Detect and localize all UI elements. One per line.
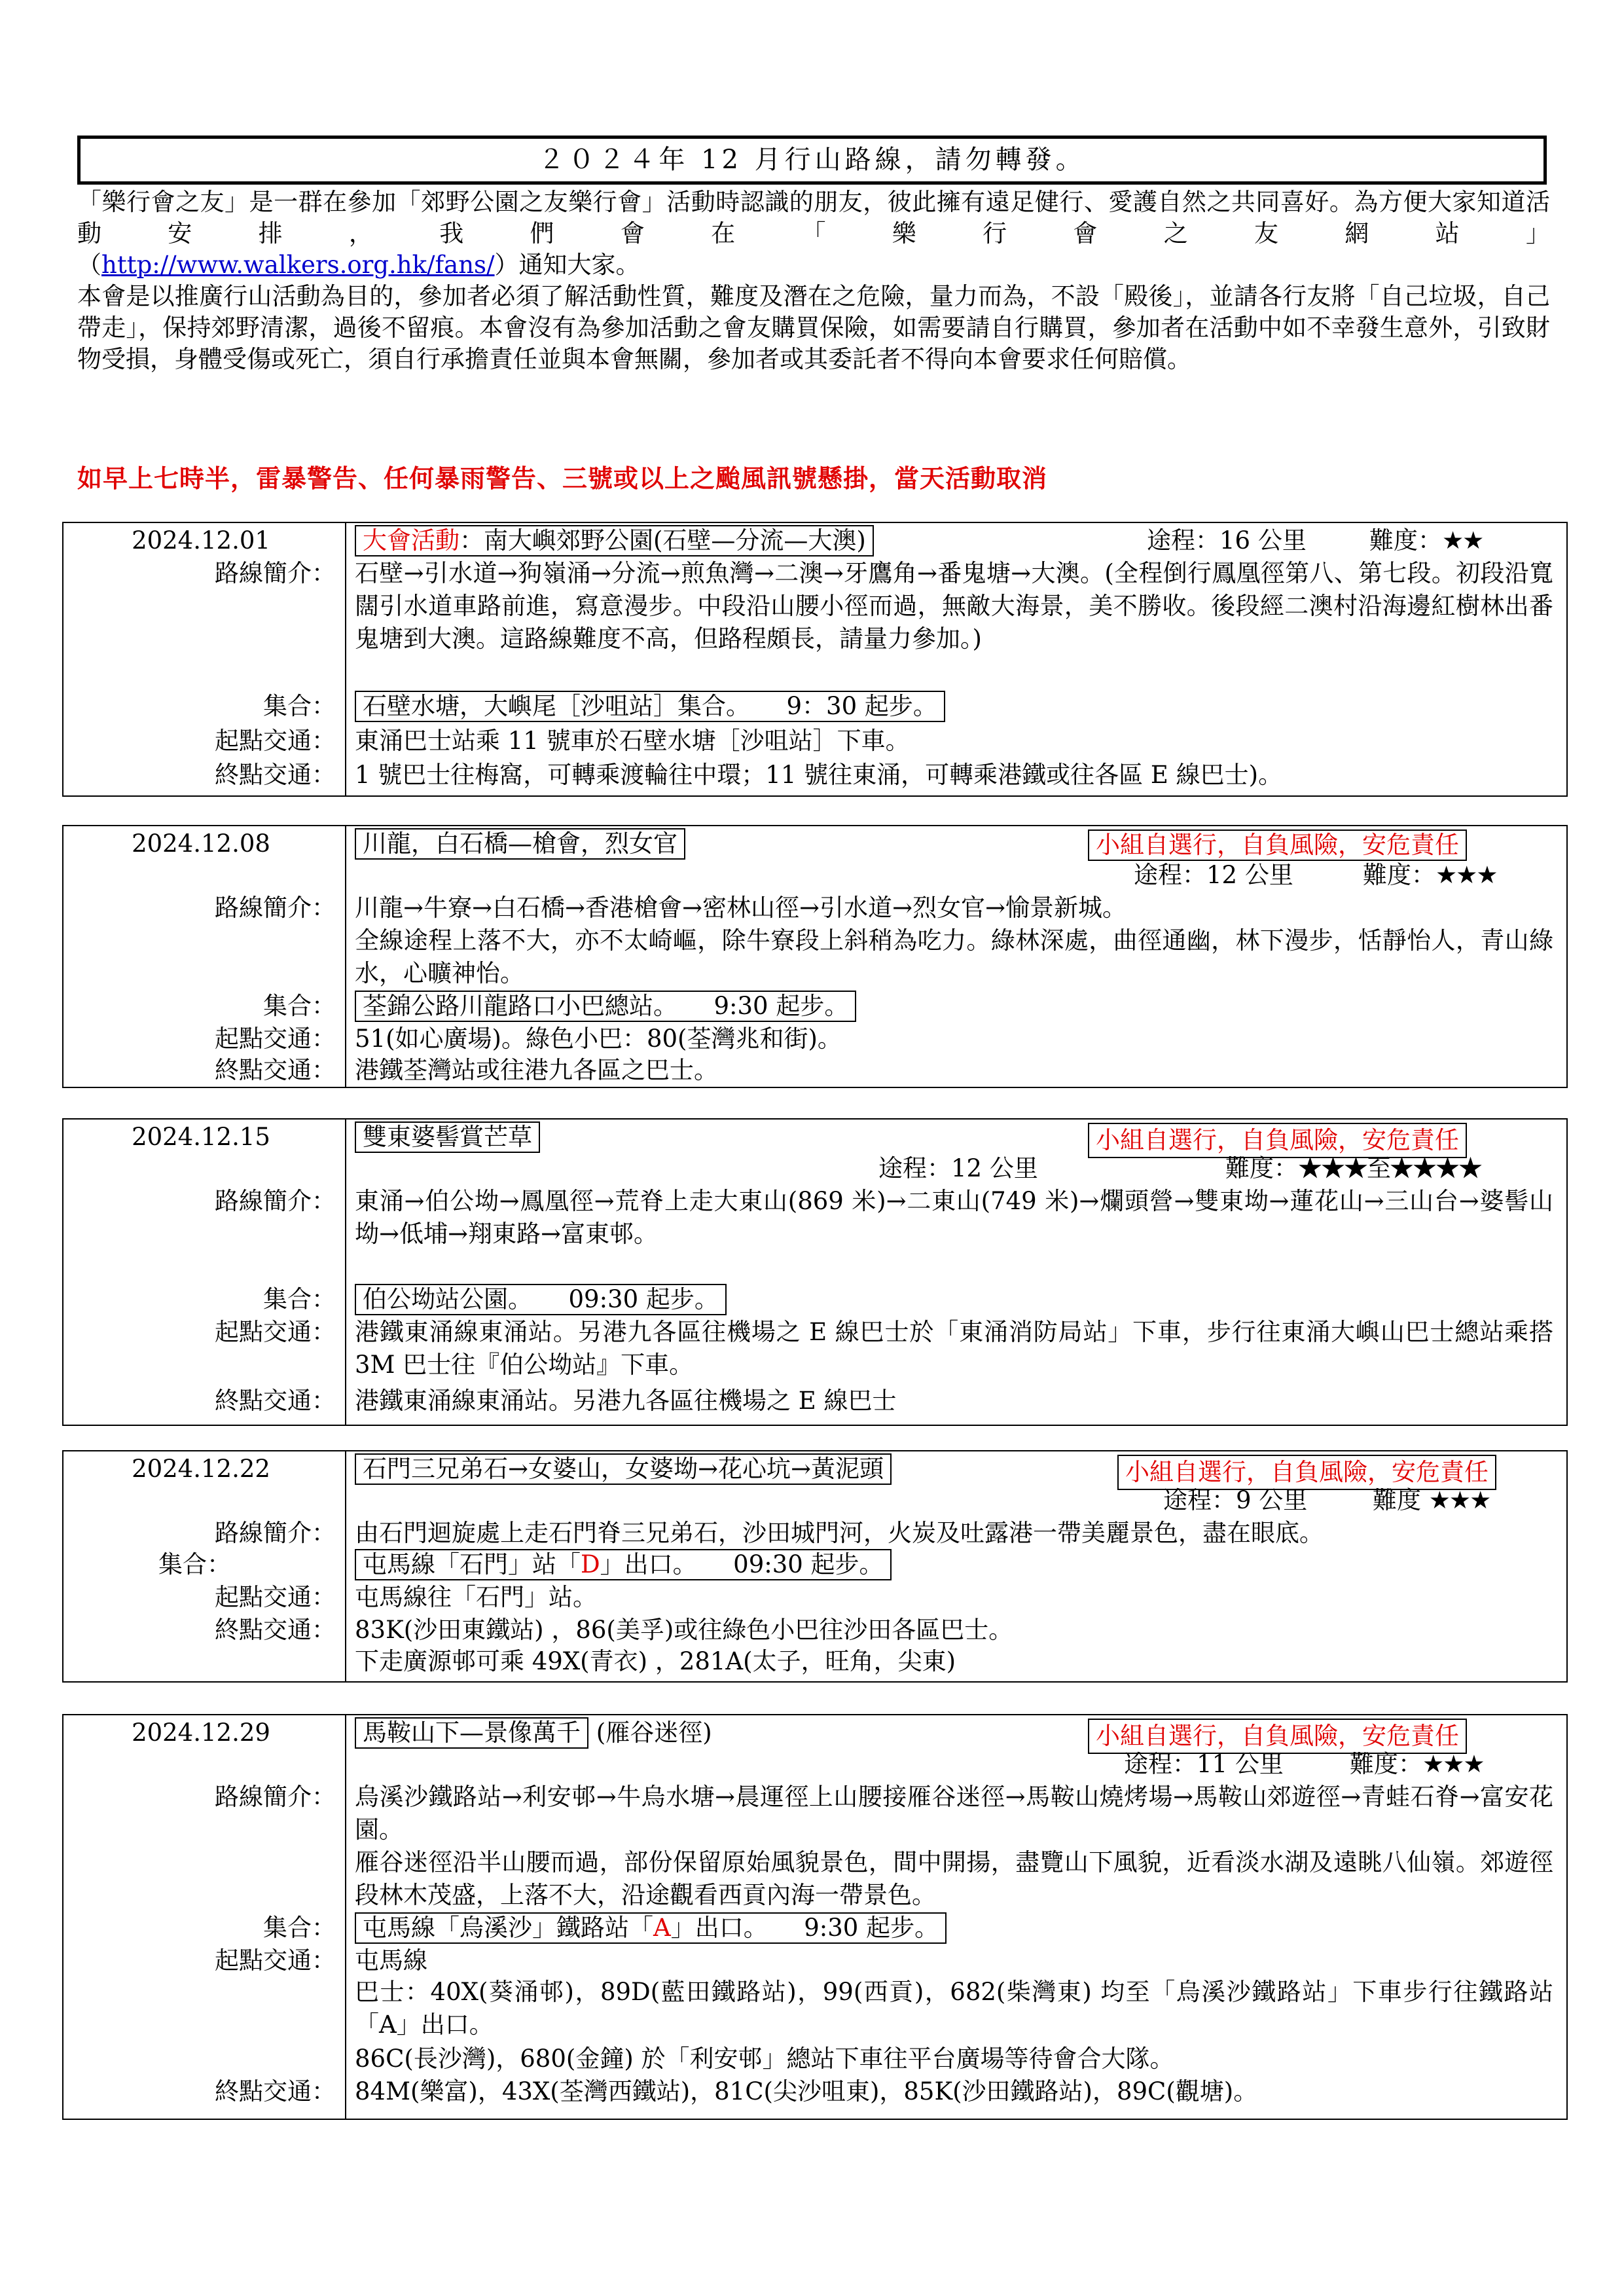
intro-link-line: （http://www.walkers.org.hk/fans/）通知大家。 <box>77 251 640 279</box>
exit-letter: A <box>653 1914 671 1942</box>
meeting-point: 伯公坳站公園。 09:30 起步。 <box>355 1284 727 1315</box>
event-tag: 大會活動 <box>363 526 460 555</box>
difficulty-stars: ★★★ <box>1428 1486 1490 1514</box>
hike-distance: 途程：11 公里 <box>1124 1750 1284 1778</box>
hike-distance: 途程：12 公里 <box>1134 861 1293 889</box>
start-transport-label: 起點交通： <box>215 1318 336 1346</box>
intro-link-suffix: ）通知大家。 <box>494 251 640 279</box>
route-notes: 全線途程上落不大，亦不太崎嶇，除牛寮段上斜稍為吃力。綠林深處，曲徑通幽，林下漫步，恬靜怡人，青山綠水，心曠神怡。 <box>355 926 1553 987</box>
risk-notice: 小組自選行，自負風險，安危責任 <box>1088 829 1467 861</box>
difficulty-label: 難度： <box>1350 1750 1422 1778</box>
hike-title: ：南大嶼郊野公園(石壁—分流—大澳) <box>460 526 866 555</box>
meet-label: 集合： <box>263 992 336 1020</box>
meeting-point: 屯馬線「烏溪沙」鐵路站「A」出口。 9:30 起步。 <box>355 1912 947 1944</box>
end-transport-label: 終點交通： <box>215 1056 336 1084</box>
hike-card-2024-12-08 <box>62 825 1568 1088</box>
hike-date: 2024.12.15 <box>132 1123 270 1151</box>
hike-card-2024-12-15 <box>62 1118 1568 1426</box>
meeting-point: 荃錦公路川龍路口小巴總站。 9:30 起步。 <box>355 991 856 1022</box>
meet-label: 集合： <box>158 1550 231 1578</box>
hike-title: 雙東婆髻賞芒草 <box>355 1121 540 1153</box>
difficulty-stars: ★★ <box>1442 526 1483 555</box>
meet-label: 集合： <box>263 692 336 720</box>
meeting-point: 石壁水塘，大嶼尾［沙咀站］集合。 9：30 起步。 <box>355 691 945 722</box>
start-transport-label: 起點交通： <box>215 1946 336 1975</box>
intro-paragraph-2: 本會是以推廣行山活動為目的，參加者必須了解活動性質，難度及潛在之危險，量力而為，不設「殿後」，並請各行友將「自己垃圾，自己帶走」，保持郊野清潔，過後不留痕。本會沒有為參加活動之會友購買保險，如需要請自行購買，參加者在活動中如不幸發生意外，引致財物受損，身體受傷或死亡，須自行承擔責任並與本會無關，參加者或其委託者不得向本會要求任何賠償。 <box>77 282 1550 373</box>
website-link[interactable]: http://www.walkers.org.hk/fans/ <box>101 251 495 279</box>
route-label: 路線簡介： <box>215 894 336 922</box>
end-transport-alt: 下走廣源邨可乘 49X(青衣) ，281A(太子，旺角，尖東) <box>355 1647 956 1675</box>
intro-paragraph-1: 「樂行會之友」是一群在參加「郊野公園之友樂行會」活動時認識的朋友，彼此擁有遠足健行、愛護自然之共同喜好。為方便大家知道活動安排，我們會在「樂行會之友網站」 <box>77 188 1550 247</box>
cancellation-warning: 如早上七時半，雷暴警告、任何暴雨警告、三號或以上之颱風訊號懸掛，當天活動取消 <box>77 464 1048 493</box>
route-label: 路線簡介： <box>215 1187 336 1215</box>
hike-distance: 途程：9 公里 <box>1163 1486 1308 1514</box>
exit-letter: D <box>581 1550 600 1578</box>
start-transport-label: 起點交通： <box>215 1025 336 1053</box>
hike-title: 馬鞍山下—景像萬千 <box>355 1717 588 1749</box>
difficulty-stars: ★★★ <box>1422 1750 1484 1778</box>
difficulty-label: 難度： <box>1225 1154 1298 1182</box>
end-transport-label: 終點交通： <box>215 1387 336 1415</box>
hike-distance: 途程：16 公里 <box>1147 526 1307 555</box>
start-transport: 東涌巴士站乘 11 號車於石壁水塘［沙咀站］下車。 <box>355 727 910 755</box>
difficulty-stars: ★★★至★★★★ <box>1298 1154 1481 1182</box>
end-transport: 84M(樂富)，43X(荃灣西鐵站)，81C(尖沙咀東)，85K(沙田鐵路站)，89C(觀塘)。 <box>355 2077 1258 2105</box>
hike-title: 川龍，白石橋—槍會，烈女官 <box>355 828 685 860</box>
route-description: 東涌→伯公坳→鳳凰徑→荒脊上走大東山(869 米)→二東山(749 米)→爛頭營→雙東坳→蓮花山→三山台→婆髻山坳→低埔→翔東路→富東邨。 <box>355 1187 1553 1248</box>
meeting-point: 屯馬線「石門」站「D」出口。 09:30 起步。 <box>355 1549 892 1580</box>
hike-card-2024-12-22 <box>62 1450 1568 1683</box>
end-transport: 港鐵荃灣站或往港九各區之巴士。 <box>355 1056 718 1084</box>
start-transport-label: 起點交通： <box>215 727 336 755</box>
start-transport: 屯馬線往「石門」站。 <box>355 1583 597 1611</box>
hike-date: 2024.12.22 <box>132 1455 270 1483</box>
hike-card-2024-12-29 <box>62 1714 1568 2120</box>
difficulty-stars: ★★★ <box>1435 861 1497 889</box>
meet-label: 集合： <box>263 1285 336 1313</box>
hike-title: 石門三兄弟石→女婆山，女婆坳→花心坑→黃泥頭 <box>355 1453 892 1485</box>
route-description: 石壁→引水道→狗嶺涌→分流→煎魚灣→二澳→牙鷹角→番鬼塘→大澳。(全程倒行鳳凰徑第八、第七段。初段沿寬闊引水道車路前進，寫意漫步。中段沿山腰小徑而過，無敵大海景，美不勝收。後段經二澳村沿海邊紅樹林出番鬼塘到大澳。這路線難度不高，但路程頗長，請量力參加。) <box>355 559 1553 653</box>
route-description: 烏溪沙鐵路站→利安邨→牛烏水塘→晨運徑上山腰接雁谷迷徑→馬鞍山燒烤場→馬鞍山郊遊徑→青蛙石脊→富安花園。 <box>355 1783 1553 1844</box>
hike-date: 2024.12.01 <box>132 526 270 555</box>
end-transport: 83K(沙田東鐵站) ，86(美孚)或往綠色小巴往沙田各區巴士。 <box>355 1616 1013 1644</box>
hike-date: 2024.12.08 <box>132 829 270 858</box>
risk-notice: 小組自選行，自負風險，安危責任 <box>1088 1719 1467 1754</box>
start-transport: 屯馬線 <box>355 1946 427 1975</box>
start-transport-bus-alt: 86C(長沙灣)，680(金鐘) 於「利安邨」總站下車往平台廣場等待會合大隊。 <box>355 2045 1174 2073</box>
start-transport-bus: 巴士：40X(葵涌邨)，89D(藍田鐵路站)，99(西貢)，682(柴灣東) 均至「烏溪沙鐵路站」下車步行往鐵路站「A」出口。 <box>355 1978 1553 2039</box>
hike-title-box <box>355 525 874 556</box>
difficulty-label: 難度： <box>1363 861 1435 889</box>
route-description: 由石門迴旋處上走石門脊三兄弟石，沙田城門河，火炭及吐露港一帶美麗景色，盡在眼底。 <box>355 1519 1324 1547</box>
risk-notice: 小組自選行，自負風險，安危責任 <box>1088 1123 1467 1158</box>
difficulty-label: 難度： <box>1369 526 1442 555</box>
end-transport-label: 終點交通： <box>215 1616 336 1644</box>
route-notes: 雁谷迷徑沿半山腰而過，部份保留原始風貌景色，間中開揚，盡覽山下風貌，近看淡水湖及遠眺八仙嶺。郊遊徑段林木茂盛，上落不大，沿途觀看西貢內海一帶景色。 <box>355 1848 1553 1909</box>
end-transport-label: 終點交通： <box>215 2077 336 2105</box>
end-transport: 1 號巴士往梅窩，可轉乘渡輪往中環；11 號往東涌，可轉乘港鐵或往各區 E 線巴士)。 <box>355 761 1283 789</box>
route-label: 路線簡介： <box>215 559 336 587</box>
route-label: 路線簡介： <box>215 1783 336 1811</box>
start-transport: 51(如心廣場)。綠色小巴：80(荃灣兆和街)。 <box>355 1025 842 1053</box>
risk-notice: 小組自選行，自負風險，安危責任 <box>1117 1455 1496 1490</box>
start-transport-label: 起點交通： <box>215 1583 336 1611</box>
route-label: 路線簡介： <box>215 1519 336 1547</box>
hike-date: 2024.12.29 <box>132 1719 270 1747</box>
hike-card-2024-12-01 <box>62 522 1568 797</box>
start-transport: 港鐵東涌線東涌站。另港九各區往機場之 E 線巴士於「東涌消防局站」下車，步行往東涌大嶼山巴士總站乘搭 3M 巴士往『伯公坳站』下車。 <box>355 1318 1553 1379</box>
route-description: 川龍→牛寮→白石橋→香港槍會→密林山徑→引水道→烈女官→愉景新城。 <box>355 894 1127 922</box>
difficulty-label: 難度 <box>1373 1486 1421 1514</box>
hike-distance: 途程：12 公里 <box>878 1154 1038 1182</box>
meet-label: 集合： <box>263 1914 336 1942</box>
page-title: ２０２４年 12 月行山路線，請勿轉發。 <box>77 136 1547 185</box>
hike-subtitle: (雁谷迷徑) <box>596 1719 712 1747</box>
end-transport: 港鐵東涌線東涌站。另港九各區往機場之 E 線巴士 <box>355 1387 897 1415</box>
end-transport-label: 終點交通： <box>215 761 336 789</box>
